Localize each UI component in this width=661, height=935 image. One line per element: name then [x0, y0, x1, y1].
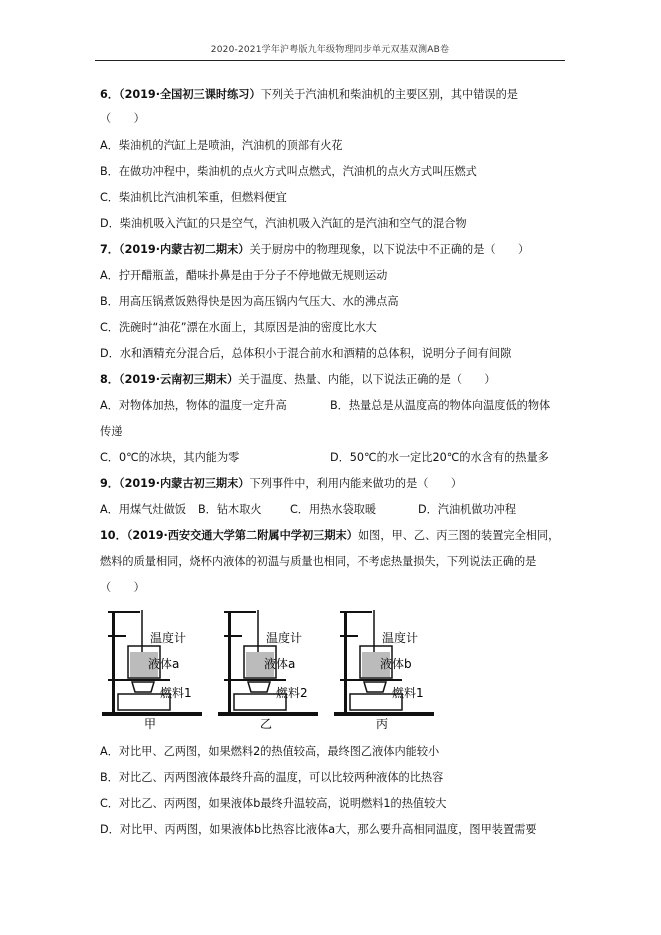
fuel-label: 燃料1	[160, 686, 192, 700]
fuel-label: 燃料2	[276, 686, 308, 700]
option-6b: B．在做功冲程中，柴油机的点火方式叫点燃式，汽油机的点火方式叫压燃式	[100, 165, 477, 178]
question-8-stem	[100, 372, 496, 388]
panel-caption: 丙	[376, 717, 389, 730]
question-text: 下列关于汽油机和柴油机的主要区别，其中错误的是	[260, 88, 518, 101]
question-source: （2019·全国初三课时练习）	[118, 88, 261, 101]
option-9b: B．钻木取火	[198, 503, 262, 516]
option-8a: A．对物体加热，物体的温度一定升高	[100, 399, 287, 412]
question-10-stem-cont: 燃料的质量相同，烧杯内液体的初温与质量也相同，不考虑热量损失，下列说法正确的是	[100, 555, 537, 568]
option-8d: D．50℃的水一定比20℃的水含有的热量多	[330, 451, 549, 464]
question-number: 9．	[100, 477, 119, 490]
page-header: 2020-2021学年沪粤版九年级物理同步单元双基双测AB卷	[210, 45, 450, 55]
question-7-stem	[100, 242, 529, 258]
question-10-stem	[100, 528, 559, 544]
thermometer-label: 温度计	[382, 631, 419, 645]
question-9-stem	[100, 476, 462, 492]
liquid-label: 液体b	[380, 657, 412, 671]
thermometer-label: 温度计	[266, 631, 303, 645]
question-source: （2019·内蒙古初二期末）	[118, 243, 250, 256]
option-7b: B．用高压锅煮饭熟得快是因为高压锅内气压大、水的沸点高	[100, 295, 399, 308]
option-8c: C．0℃的冰块，其内能为零	[100, 451, 240, 464]
liquid-label: 液体a	[264, 657, 296, 671]
question-text: 下列事件中，利用内能来做功的是（ ）	[249, 477, 463, 490]
option-10a: A．对比甲、乙两图，如果燃料2的热值较高，最终图乙液体内能较小	[100, 745, 440, 758]
option-8b-cont: 传递	[100, 425, 123, 438]
panel-jia	[102, 610, 202, 730]
question-text: 关于厨房中的物理现象，以下说法中不正确的是（ ）	[249, 243, 530, 256]
question-number: 7．	[100, 243, 119, 256]
option-6d: D．柴油机吸入汽缸的只是空气，汽油机吸入汽缸的是汽油和空气的混合物	[100, 217, 467, 230]
question-number: 6．	[100, 88, 119, 101]
header-rule	[95, 60, 565, 61]
question-6-stem	[100, 87, 518, 103]
question-text: 关于温度、热量、内能，以下说法正确的是（ ）	[238, 373, 496, 386]
option-9c: C．用热水袋取暖	[290, 503, 377, 516]
fuel-label: 燃料1	[392, 686, 424, 700]
question-source: （2019·内蒙古初三期末）	[118, 477, 250, 490]
panel-caption: 乙	[260, 717, 273, 730]
panel-bing	[334, 610, 434, 730]
option-6c: C．柴油机比汽油机笨重，但燃料便宜	[100, 191, 287, 204]
answer-paren: （ ）	[100, 581, 145, 594]
option-10c: C．对比乙、丙两图，如果液体b最终升温较高，说明燃料1的热值较大	[100, 797, 447, 810]
liquid-label: 液体a	[148, 657, 180, 671]
thermometer-label: 温度计	[150, 631, 187, 645]
answer-paren: （ ）	[100, 112, 145, 125]
experiment-figure	[100, 608, 445, 730]
panel-yi	[218, 610, 318, 730]
option-7c: C．洗碗时“油花”漂在水面上，其原因是油的密度比水大	[100, 321, 377, 334]
option-6a: A．柴油机的汽缸上是喷油，汽油机的顶部有火花	[100, 139, 343, 152]
option-8b: B．热量总是从温度高的物体向温度低的物体	[330, 399, 551, 412]
question-text: 如图，甲、乙、丙三图的装置完全相同，	[357, 529, 560, 542]
question-number: 8．	[100, 373, 119, 386]
option-9d: D．汽油机做功冲程	[418, 503, 517, 516]
option-9a: A．用煤气灶做饭	[100, 503, 186, 516]
question-source: （2019·西安交通大学第二附属中学初三期末）	[126, 529, 358, 542]
option-10b: B．对比乙、丙两图液体最终升高的温度，可以比较两种液体的比热容	[100, 771, 444, 784]
panel-caption: 甲	[144, 717, 157, 730]
option-10d: D．对比甲、丙两图，如果液体b比热容比液体a大，那么要升高相同温度，图甲装置需要	[100, 823, 537, 836]
question-number: 10．	[100, 529, 127, 542]
option-7d: D．水和酒精充分混合后，总体积小于混合前水和酒精的总体积，说明分子间有间隙	[100, 347, 512, 360]
option-7a: A．拧开醋瓶盖，醋味扑鼻是由于分子不停地做无规则运动	[100, 269, 388, 282]
question-source: （2019·云南初三期末）	[118, 373, 239, 386]
